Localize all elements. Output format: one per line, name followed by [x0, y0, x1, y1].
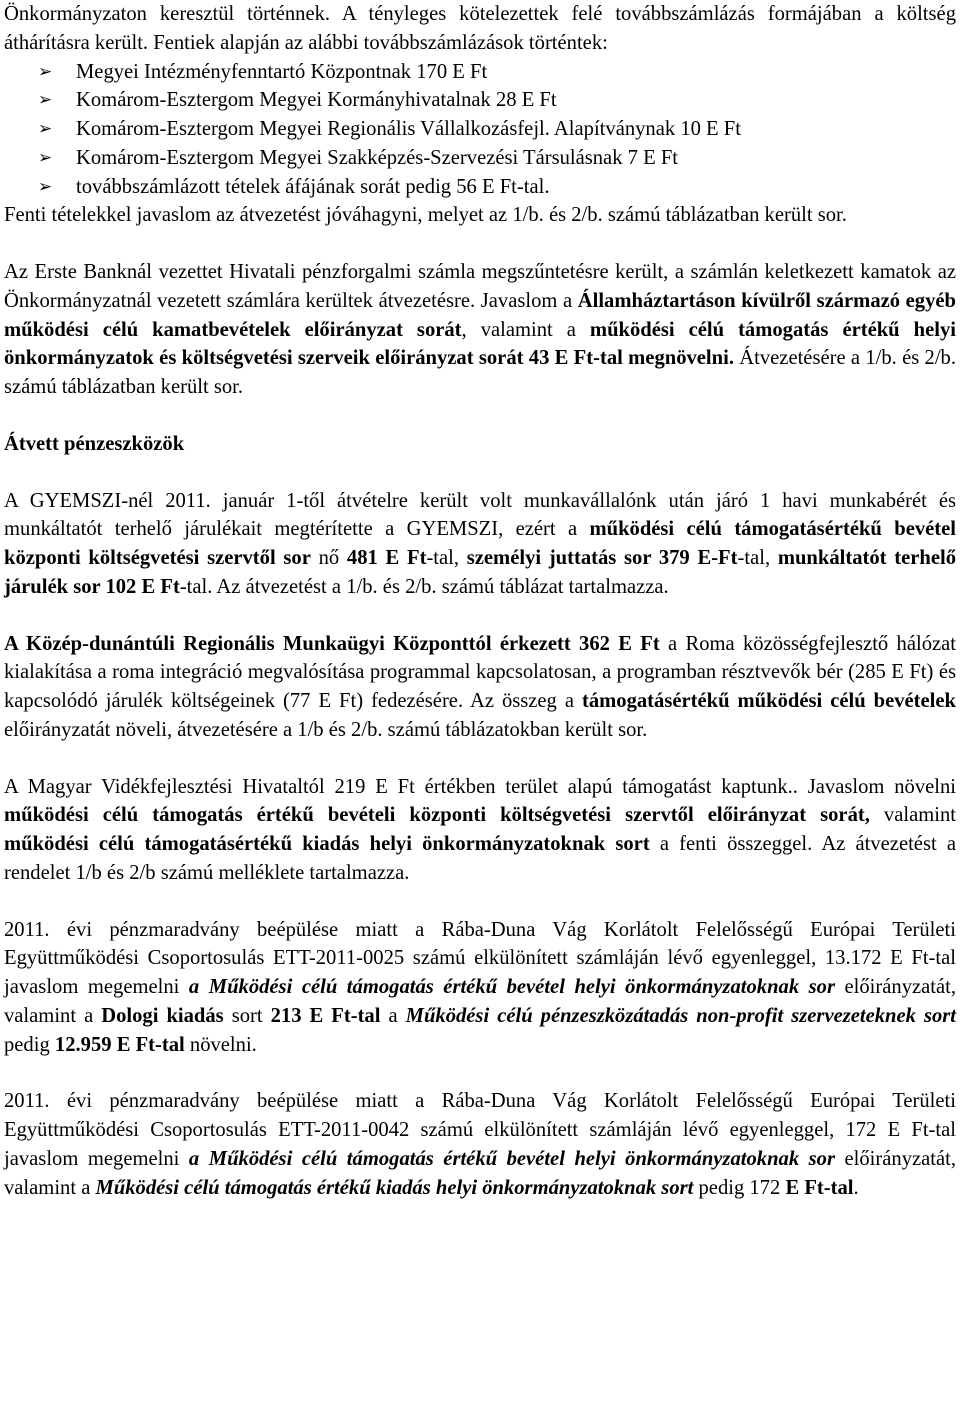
text-span: a fenti összeggel. Az átvezetést a rendelet 1/b és 2/b számú melléklete tartalmazza.: [4, 833, 956, 884]
list-item-text: Komárom-Esztergom Megyei Szakképzés-Szervezési Társulásnak 7 E Ft: [76, 146, 678, 169]
text-span: növelni.: [184, 1033, 257, 1056]
text-span: 2011. évi pénzmaradvány beépülése miatt a Rába-Duna Vág Korlátolt Felelősségű Európai Területi Együttműködési Csoportosulás ETT-2011-0025 számú elkülönített számláján lévő egyenleggel, 13.172 E Ft-tal javaslom megemelni: [4, 918, 956, 998]
list-item: [38, 173, 956, 202]
rebilling-list: [4, 58, 956, 202]
spacer: [4, 1059, 956, 1087]
bold-text: 12.959 E Ft-tal: [54, 1033, 185, 1056]
bold-italic-text: a Működési célú támogatás értékű bevétel: [188, 976, 565, 998]
text-span: Átvezetésére a 1/b. és 2/b. számú táblázatban került sor.: [4, 347, 956, 398]
list-item: [38, 115, 956, 144]
text-span: előirányzatát, valamint a: [4, 1147, 957, 1199]
spacer: [4, 230, 956, 258]
bold-italic-text: helyi önkormányzatoknak sor: [564, 976, 835, 998]
paragraph-munkaugyi-kozpont: [4, 630, 956, 745]
text-span: nő: [310, 547, 347, 569]
text-span: A GYEMSZI-nél 2011. január 1-től átvételre került volt munkavállalónk után járó 1 havi munkabérét és munkáltatót terhelő járulékait megtérítette a GYEMSZI, ezért a: [4, 489, 956, 541]
paragraph-rebilling-closing: [4, 201, 956, 230]
document-page: [4, 0, 956, 1202]
bold-italic-text: Működési célú pénzeszközátadás non-profit szervezeteknek sort: [405, 1004, 956, 1027]
bold-italic-text: kiadás helyi önkormányzatoknak sort: [370, 1176, 694, 1199]
text-span: valamint: [869, 804, 956, 827]
list-item-text: Megyei Intézményfenntartó Központnak 170 E Ft: [76, 60, 488, 83]
bold-text: 481 E Ft: [346, 547, 427, 569]
spacer: [4, 459, 956, 487]
paragraph-ett-2011-0042: [4, 1087, 956, 1202]
text-span: 2011. évi pénzmaradvány beépülése miatt a Rába-Duna Vág Korlátolt Felelősségű Európai Területi Együttműködési Csoportosulás ETT-2011-0042 számú elkülönített számláján lévő egyenleggel, 172 E Ft-tal javaslom megemelni: [4, 1090, 956, 1170]
bold-text: támogatásértékű működési célú bevételek: [581, 690, 957, 712]
bold-italic-text: helyi önkormányzatoknak sor: [564, 1147, 835, 1170]
text-span: .: [853, 1176, 859, 1199]
list-item: [38, 86, 956, 115]
spacer: [4, 402, 956, 430]
text-span: a: [380, 1004, 406, 1027]
text-span: -tal,: [737, 547, 778, 569]
list-item-text: Komárom-Esztergom Megyei Kormányhivatalnak 28 E Ft: [76, 89, 557, 112]
bold-italic-text: a Működési célú támogatás értékű bevétel: [188, 1147, 565, 1170]
text-span: -tal. Az átvezetést a 1/b. és 2/b. számú táblázat tartalmazza.: [179, 575, 669, 598]
text-span: előirányzatát, valamint a: [4, 976, 957, 1027]
bold-text: munkáltatót terhelő járulék sor 102 E Ft: [4, 547, 957, 598]
text-span: Az Erste Banknál vezettet Hivatali pénzforgalmi számla megszűntetésre került, a számlán keletkezett kamatok az Önkormányzatnál vezetett számlára kerültek átvezetésre. Javaslom a: [4, 261, 956, 312]
list-item: [38, 144, 956, 173]
text-span: Fenti tételekkel javaslom az átvezetést jóváhagyni, melyet az 1/b. és 2/b. számú táblázatban került sor.: [4, 204, 847, 227]
paragraph-ett-2011-0025: [4, 916, 956, 1060]
spacer: [4, 602, 956, 630]
arrow-bullet-icon: ➢: [38, 147, 53, 168]
spacer: [4, 888, 956, 916]
text-span: pedig: [4, 1033, 55, 1056]
bold-text: működési célú támogatás értékű helyi önkormányzatok és költségvetési szerveik előirányzat sorát 43 E Ft-tal megnövelni.: [4, 318, 956, 370]
bold-text: A Közép-dunántúli Regionális Munkaügyi Központtól érkezett 362 E Ft: [4, 632, 660, 655]
text-span: , valamint a: [461, 318, 590, 341]
arrow-bullet-icon: ➢: [38, 90, 53, 111]
bold-text: Dologi kiadás: [101, 1004, 224, 1027]
bold-text: működési célú támogatásértékű bevétel központi költségvetési szervtől sor: [4, 518, 956, 569]
text-span: a Roma közösségfejlesztő hálózat kialakítása a roma integráció megvalósítása programmal kapcsolatosan, a programban résztvevők bér (285 E Ft) és kapcsolódó járulék költségeinek (77 E Ft) fedezésére. Az összeg a: [4, 632, 957, 712]
paragraph-videkfejlesztesi-hivatal: [4, 773, 956, 888]
text-span: -tal,: [426, 547, 467, 569]
paragraph-gyemszi: [4, 487, 956, 602]
bold-text: működési célú támogatásértékű kiadás helyi önkormányzatoknak sort: [4, 833, 650, 855]
text-span: Önkormányzaton keresztül történnek. A tényleges kötelezettek felé továbbszámlázás formájában a költség áthárításra került. Fentiek alapján az alábbi továbbszámlázások történtek:: [4, 3, 956, 54]
section-heading: Átvett pénzeszközök: [4, 432, 185, 455]
text-span: előirányzatát növeli, átvezetésére a 1/b és 2/b. számú táblázatokban került sor.: [4, 718, 648, 741]
paragraph-rebilling-intro: [4, 0, 956, 58]
arrow-bullet-icon: ➢: [38, 176, 53, 197]
spacer: [4, 745, 956, 773]
bold-text: személyi juttatás sor 379 E-Ft: [466, 547, 738, 569]
text-span: pedig 172: [693, 1176, 786, 1199]
list-item-text: Komárom-Esztergom Megyei Regionális Vállalkozásfejl. Alapítványnak 10 E Ft: [76, 118, 741, 140]
arrow-bullet-icon: ➢: [38, 61, 53, 82]
text-span: sort: [223, 1004, 271, 1027]
bold-text: E Ft-tal: [785, 1176, 854, 1199]
bold-text: Államháztartáson kívülről származó egyéb működési célú kamatbevételek előirányzat sorát: [4, 289, 956, 341]
arrow-bullet-icon: ➢: [38, 119, 53, 139]
bold-italic-text: Működési célú támogatás értékű: [95, 1176, 371, 1199]
list-item: [38, 58, 956, 87]
bold-text: 213 E Ft-tal: [270, 1004, 381, 1027]
list-item-text: továbbszámlázott tételek áfájának sorát pedig 56 E Ft-tal.: [76, 175, 550, 198]
text-span: A Magyar Vidékfejlesztési Hivataltól 219 E Ft értékben terület alapú támogatást kaptunk.. Javaslom növelni: [4, 775, 956, 798]
bold-text: működési célú támogatás értékű bevételi központi költségvetési szervtől előirányzat sorát,: [4, 804, 870, 827]
paragraph-erste-bank: [4, 258, 956, 402]
